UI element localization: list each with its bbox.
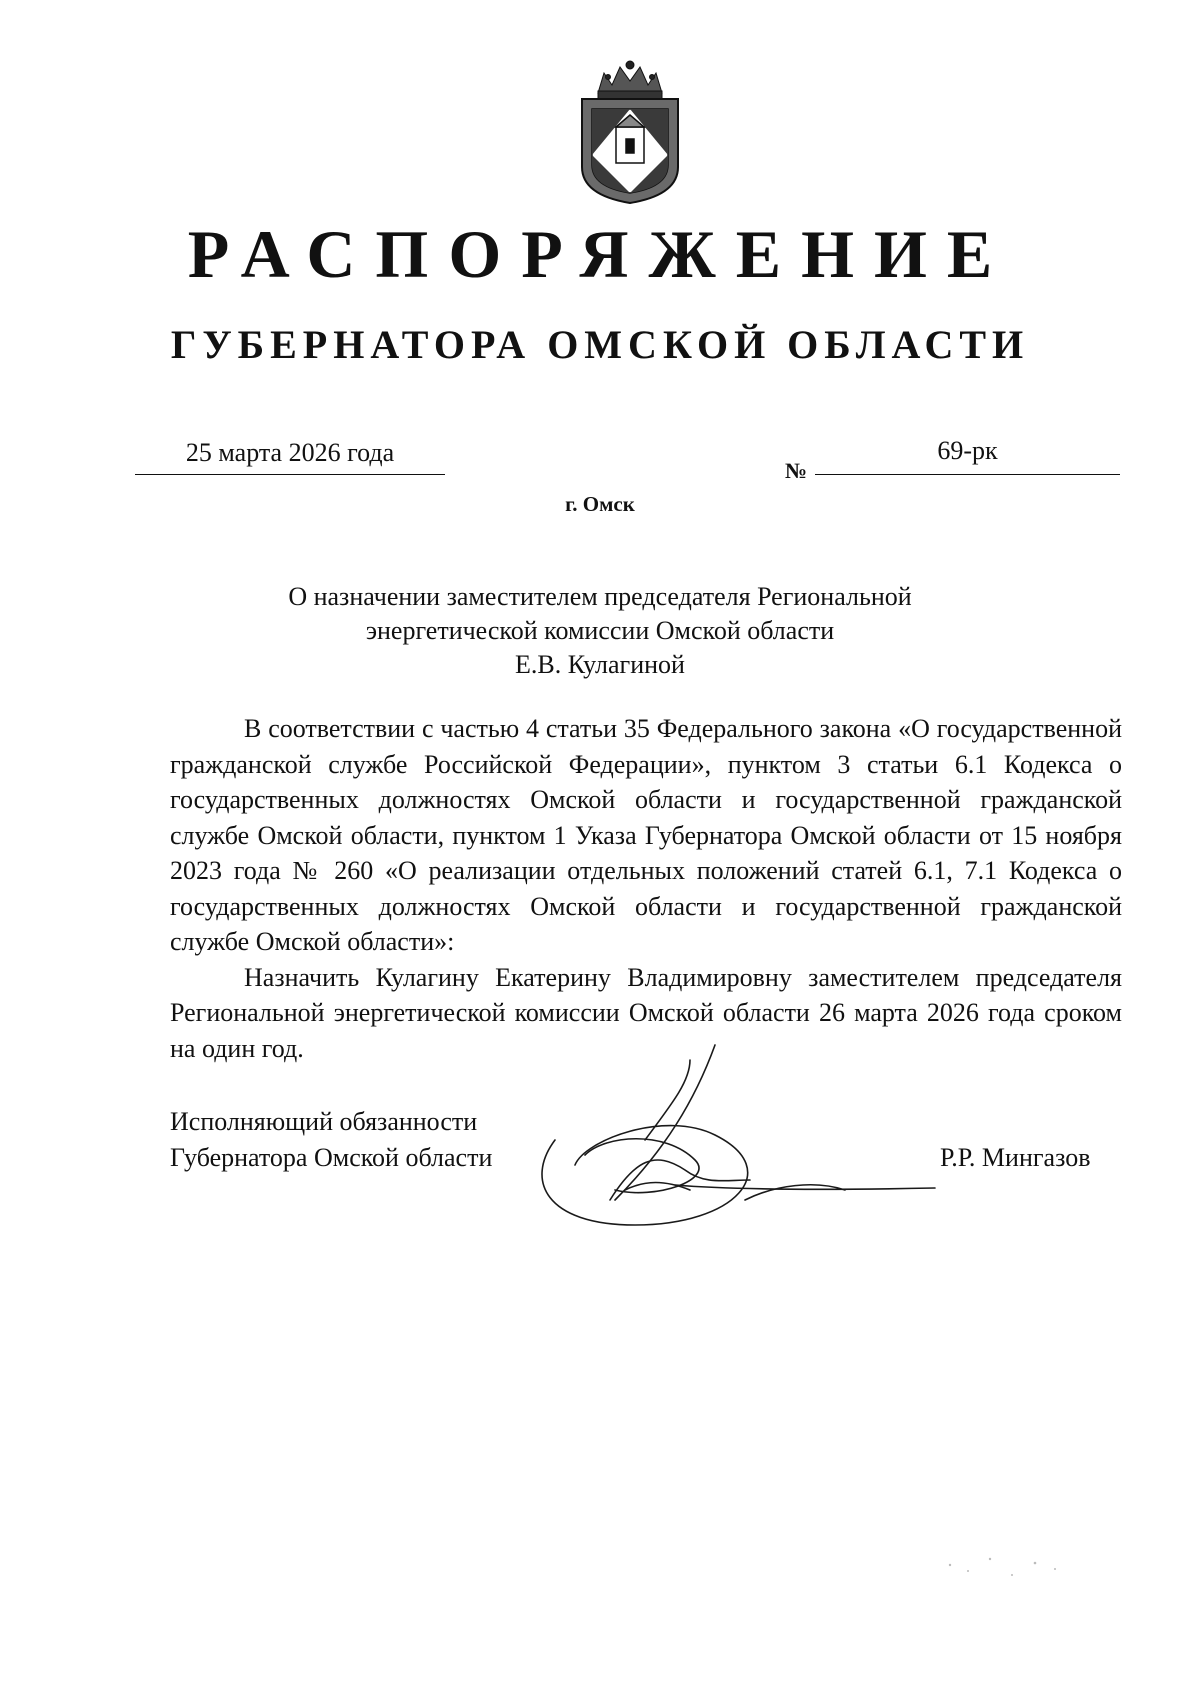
body-paragraph-2: Назначить Кулагину Екатерину Владимировну заместителем председателя Региональной энергетической комиссии Омской области 26 марта 2026 года сроком на один год. xyxy=(170,962,1122,1063)
document-number: 69-рк xyxy=(815,438,1120,475)
number-label: № xyxy=(785,458,808,483)
signer-name: Р.Р. Мингазов xyxy=(940,1143,1091,1172)
subject-line-3: Е.В. Кулагиной xyxy=(515,650,685,679)
document-title: РАСПОРЯЖЕНИЕ xyxy=(187,216,1013,292)
document-subtitle: ГУБЕРНАТОРА ОМСКОЙ ОБЛАСТИ xyxy=(170,322,1030,367)
signer-position-line-2: Губернатора Омской области xyxy=(170,1143,493,1172)
document-city: г. Омск xyxy=(565,492,635,516)
document-body xyxy=(170,711,1122,1066)
handwritten-signature xyxy=(515,1040,955,1240)
document-subject xyxy=(230,580,970,682)
document-date: 25 марта 2026 года xyxy=(135,440,445,475)
crown-icon xyxy=(598,61,662,99)
body-paragraph-1: В соответствии с частью 4 статьи 35 Федерального закона «О государственной гражданской службе Российской Федерации», пунктом 3 статьи 6.1 Кодекса о государственных должностях Омской области и государственной гражданской службе Омской области, пунктом 1 Указа Губернатора Омской области от 15 ноября 2023 года № 260 «О реализации отдельных положений статей 6.1, 7.1 Кодекса о государственных должностях Омской области и государственной гражданской службе Омской области»: xyxy=(170,714,1122,956)
subject-line-2: энергетической комиссии Омской области xyxy=(365,616,835,645)
signer-position xyxy=(170,1104,550,1176)
coat-of-arms-emblem xyxy=(568,55,692,205)
subject-line-1: О назначении заместителем председателя Региональной xyxy=(288,582,912,611)
signer-position-line-1: Исполняющий обязанности xyxy=(170,1107,478,1136)
scan-specks xyxy=(940,1545,1070,1585)
